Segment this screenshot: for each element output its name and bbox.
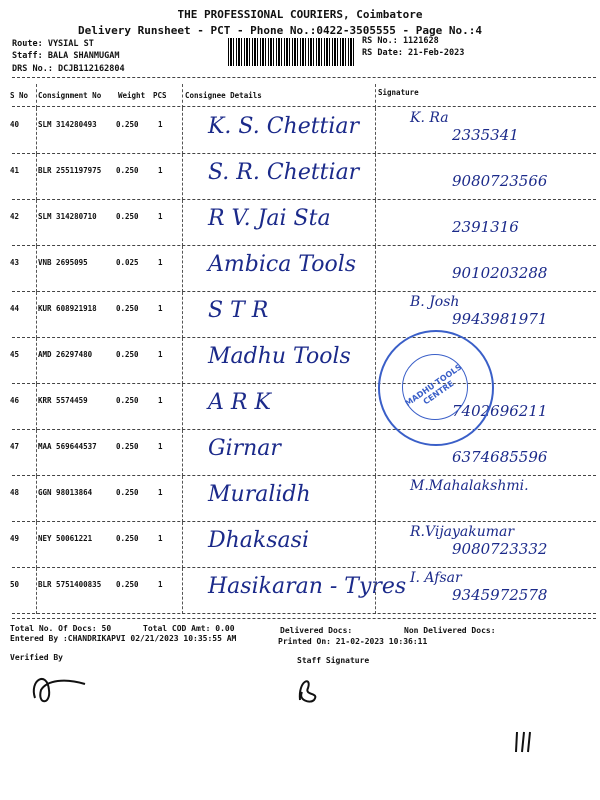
page-initials <box>512 728 536 756</box>
row-sno: 40 <box>10 120 20 129</box>
col-separator <box>375 154 376 200</box>
row-divider <box>12 153 596 154</box>
col-consignment: Consignment No <box>38 91 102 100</box>
col-consignee: Consignee Details <box>185 91 262 100</box>
row-consignee: Muralidh <box>208 482 311 507</box>
row-sno: 42 <box>10 212 20 221</box>
row-consignment-no: KRR 5574459 <box>38 396 88 405</box>
col-separator <box>375 430 376 476</box>
col-weight: Weight <box>118 91 146 100</box>
row-pcs: 1 <box>158 350 163 359</box>
delivered-docs: Delivered Docs: <box>280 626 353 635</box>
col-separator <box>182 522 183 568</box>
row-divider <box>12 567 596 568</box>
total-cod: Total COD Amt: 0.00 <box>143 624 235 633</box>
col-pcs: PCS <box>153 91 167 100</box>
runsheet-title: Delivery Runsheet - PCT - Phone No.:0422-3505555 - Page No.:4 <box>78 24 482 37</box>
row-consignment-no: MAA 569644537 <box>38 442 97 451</box>
row-sno: 47 <box>10 442 20 451</box>
entered-by: Entered By :CHANDRIKAPVI 02/21/2023 10:35:55 AM <box>10 634 237 643</box>
printed-on: Printed On: 21-02-2023 10:36:11 <box>278 637 428 646</box>
route-label: Route: VYSIAL ST <box>12 39 94 49</box>
row-consignment-no: GGN 98013864 <box>38 488 93 497</box>
stamp-text: MADHU TOOLS CENTRE <box>403 362 464 409</box>
col-separator <box>36 200 37 246</box>
row-pcs: 1 <box>158 396 163 405</box>
row-weight: 0.250 <box>116 488 139 497</box>
col-separator <box>182 84 183 108</box>
row-phone: 7402696211 <box>452 402 548 420</box>
col-separator <box>182 108 183 154</box>
row-divider <box>12 429 596 430</box>
row-weight: 0.250 <box>116 396 139 405</box>
row-consignee: A R K <box>208 390 271 415</box>
rs-number: RS No.: 1121628 <box>362 36 439 46</box>
row-signature: K. Ra <box>410 110 449 126</box>
row-consignee: K. S. Chettiar <box>208 114 360 139</box>
staff-signature-label: Staff Signature <box>297 656 370 665</box>
col-separator <box>36 154 37 200</box>
col-separator <box>36 292 37 338</box>
row-pcs: 1 <box>158 258 163 267</box>
col-separator <box>375 522 376 568</box>
row-divider <box>12 337 596 338</box>
row-pcs: 1 <box>158 488 163 497</box>
row-pcs: 1 <box>158 212 163 221</box>
row-weight: 0.250 <box>116 580 139 589</box>
row-consignment-no: BLR 5751400835 <box>38 580 102 589</box>
row-sno: 50 <box>10 580 20 589</box>
col-separator <box>375 384 376 430</box>
row-sno: 44 <box>10 304 20 313</box>
row-pcs: 1 <box>158 534 163 543</box>
col-separator <box>36 108 37 154</box>
col-separator <box>36 430 37 476</box>
row-divider <box>12 199 596 200</box>
divider <box>12 106 596 107</box>
row-consignee: S. R. Chettiar <box>208 160 360 185</box>
row-consignee: R V. Jai Sta <box>208 206 331 231</box>
divider <box>12 77 596 78</box>
col-separator <box>375 108 376 154</box>
row-consignee: Dhaksasi <box>208 528 309 553</box>
col-separator <box>375 200 376 246</box>
row-consignment-no: SLM 314280710 <box>38 212 97 221</box>
row-sno: 45 <box>10 350 20 359</box>
row-phone: 9943981971 <box>452 310 548 328</box>
row-consignment-no: SLM 314280493 <box>38 120 97 129</box>
row-sno: 48 <box>10 488 20 497</box>
row-signature: R.Vijayakumar <box>410 524 515 540</box>
row-consignee: S T R <box>208 298 269 323</box>
verified-by-label: Verified By <box>10 653 63 662</box>
row-pcs: 1 <box>158 304 163 313</box>
row-consignee: Ambica Tools <box>208 252 357 277</box>
col-separator <box>182 384 183 430</box>
col-separator <box>182 476 183 522</box>
row-signature: I. Afsar <box>410 570 462 586</box>
row-pcs: 1 <box>158 442 163 451</box>
col-signature: Signature <box>378 88 419 97</box>
col-separator <box>36 522 37 568</box>
row-divider <box>12 521 596 522</box>
col-separator <box>36 84 37 108</box>
row-signature: B. Josh <box>410 294 460 310</box>
non-delivered-docs: Non Delivered Docs: <box>404 626 496 635</box>
row-weight: 0.250 <box>116 166 139 175</box>
total-docs: Total No. Of Docs: 50 <box>10 624 112 633</box>
row-consignment-no: AMD 26297480 <box>38 350 93 359</box>
row-weight: 0.025 <box>116 258 139 267</box>
row-sno: 49 <box>10 534 20 543</box>
drs-number: DRS No.: DCJB112162804 <box>12 64 125 74</box>
company-stamp <box>378 330 494 446</box>
col-separator <box>36 476 37 522</box>
row-signature: M.Mahalakshmi. <box>410 478 529 494</box>
col-separator <box>375 568 376 614</box>
row-phone: 2335341 <box>452 126 519 144</box>
row-consignment-no: NEY 50061221 <box>38 534 93 543</box>
row-divider <box>12 291 596 292</box>
staff-signature <box>290 670 330 705</box>
col-separator <box>182 338 183 384</box>
row-pcs: 1 <box>158 120 163 129</box>
barcode-image <box>228 38 356 66</box>
rs-date: RS Date: 21-Feb-2023 <box>362 48 465 58</box>
col-separator <box>182 568 183 614</box>
col-separator <box>375 292 376 338</box>
row-consignee: Girnar <box>208 436 281 461</box>
row-phone: 9080723332 <box>452 540 548 558</box>
col-separator <box>36 246 37 292</box>
col-separator <box>36 384 37 430</box>
row-phone: 6374685596 <box>452 448 548 466</box>
row-consignment-no: BLR 2551197975 <box>38 166 102 175</box>
row-consignee: Madhu Tools <box>208 344 351 369</box>
row-weight: 0.250 <box>116 120 139 129</box>
col-separator <box>375 84 376 108</box>
row-weight: 0.250 <box>116 212 139 221</box>
row-pcs: 1 <box>158 166 163 175</box>
col-separator <box>375 338 376 384</box>
col-separator <box>182 430 183 476</box>
row-weight: 0.250 <box>116 304 139 313</box>
row-weight: 0.250 <box>116 534 139 543</box>
row-divider <box>12 475 596 476</box>
divider <box>12 618 596 619</box>
row-sno: 41 <box>10 166 20 175</box>
row-sno: 43 <box>10 258 20 267</box>
staff-label: Staff: BALA SHANMUGAM <box>12 51 120 61</box>
row-phone: 9010203288 <box>452 264 548 282</box>
row-phone: 9080723566 <box>452 172 548 190</box>
row-weight: 0.250 <box>116 442 139 451</box>
company-title: THE PROFESSIONAL COURIERS, Coimbatore <box>177 8 423 21</box>
row-divider <box>12 613 596 614</box>
row-phone: 2391316 <box>452 218 519 236</box>
row-pcs: 1 <box>158 580 163 589</box>
col-separator <box>182 154 183 200</box>
row-consignment-no: KUR 608921918 <box>38 304 97 313</box>
col-separator <box>36 338 37 384</box>
row-sno: 46 <box>10 396 20 405</box>
row-divider <box>12 245 596 246</box>
verified-by-signature <box>25 660 105 710</box>
row-consignee: Hasikaran - Tyres <box>208 574 407 599</box>
row-phone: 9345972578 <box>452 586 548 604</box>
col-sno: S No <box>10 91 29 100</box>
col-separator <box>36 568 37 614</box>
row-consignment-no: VNB 2695095 <box>38 258 88 267</box>
col-separator <box>182 200 183 246</box>
col-separator <box>375 246 376 292</box>
col-separator <box>182 292 183 338</box>
col-separator <box>375 476 376 522</box>
row-weight: 0.250 <box>116 350 139 359</box>
col-separator <box>182 246 183 292</box>
row-divider <box>12 383 596 384</box>
